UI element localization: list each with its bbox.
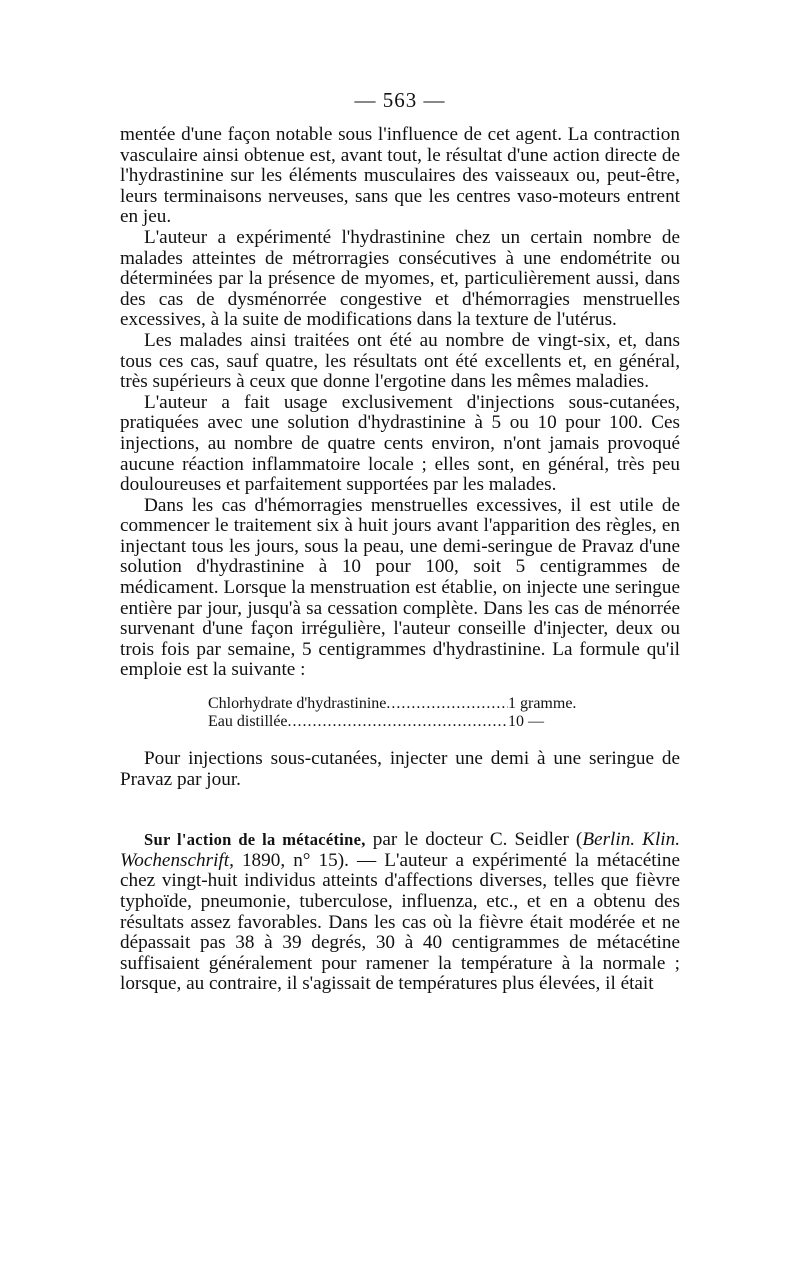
formula-row bbox=[208, 695, 628, 713]
paragraph-2: L'auteur a expérimenté l'hydrastinine chez un certain nombre de malades atteintes de métrorragies consécutives à une endométrite ou déterminées par la présence de myomes, et, particulièrement aussi, dans des cas de dysménorrée congestive et d'hémorragies menstruelles excessives, à la suite de modifications dans la texture de l'utérus. bbox=[120, 226, 680, 331]
section-author: par le docteur C. Seidler ( bbox=[365, 829, 583, 851]
section-reference: 1890, n° 15). — bbox=[233, 849, 385, 871]
paragraph-5: Dans les cas d'hémorragies menstruelles excessives, il est utile de commencer le traitement six à huit jours avant l'apparition des règles, en injectant tous les jours, sous la peau, une demi-seringue de Pravaz d'une solution d'hydrastinine à 10 pour 100, soit 5 centigrammes de médicament. Lorsque la menstruation est établie, on injecte une seringue entière par jour, jusqu'à sa cessation complète. Dans les cas de ménorrée survenant d'une façon irrégulière, l'auteur conseille d'injecter, deux ou trois fois par semaine, 5 centigrammes d'hydrastinine. La formule qu'il emploie est la suivante : bbox=[120, 494, 680, 681]
paragraph-1: mentée d'une façon notable sous l'influence de cet agent. La contraction vasculaire ainsi obtenue est, avant tout, le résultat d'une action directe de l'hydrastinine sur les éléments musculaires des vaisseaux ou, peut-être, leurs terminaisons nerveuses, sans que les centres vaso-moteurs entrent en jeu. bbox=[120, 124, 680, 228]
formula-quantity: 1 gramme. bbox=[508, 695, 577, 713]
section-journal: Berlin. Klin. Wochenschrift, bbox=[120, 829, 681, 871]
paragraph-4: L'auteur a fait usage exclusivement d'injections sous-cutanées, pratiquées avec une solution d'hydrastinine à 5 ou 10 pour 100. Ces injections, au nombre de quatre cents environ, n'ont jamais provoqué aucune réaction inflammatoire locale ; elles sont, en général, très peu douloureuses et parfaitement supportées par les malades. bbox=[120, 391, 680, 496]
section-spacer bbox=[120, 790, 680, 830]
section-body: L'auteur a expérimenté la métacétine chez vingt-huit individus atteints d'affections diverses, telles que fièvre typhoïde, pneumonie, tuberculose, influenza, etc., et en a obtenu des résultats assez favorables. Dans les cas où la fièvre était modérée et ne dépassait pas 38 à 39 degrés, 30 à 40 centigrammes de métacétine suffisaient généralement pour ramener la température à la normale ; lorsque, au contraire, il s'agissait de températures plus élevées, il était bbox=[120, 849, 680, 995]
formula-row bbox=[208, 713, 628, 731]
paragraph-3: Les malades ainsi traitées ont été au nombre de vingt-six, et, dans tous ces cas, sauf quatre, les résultats ont été excellents et, en général, très supérieurs à ceux que donne l'ergotine dans les mêmes maladies. bbox=[120, 329, 680, 393]
formula-table bbox=[208, 695, 628, 731]
section-title: Sur l'action de la métacétine, bbox=[144, 830, 366, 850]
document-page bbox=[120, 88, 680, 995]
paragraph-6: Pour injections sous-cutanées, injecter une demi à une seringue de Pravaz par jour. bbox=[120, 748, 680, 790]
page-number: — 563 — bbox=[354, 88, 446, 112]
section-paragraph bbox=[120, 830, 680, 995]
formula-ingredient: Chlorhydrate d'hydrastinine ..... bbox=[208, 695, 508, 713]
formula-quantity: 10 — bbox=[508, 713, 544, 731]
formula-ingredient: Eau distillée ..... bbox=[208, 713, 508, 731]
